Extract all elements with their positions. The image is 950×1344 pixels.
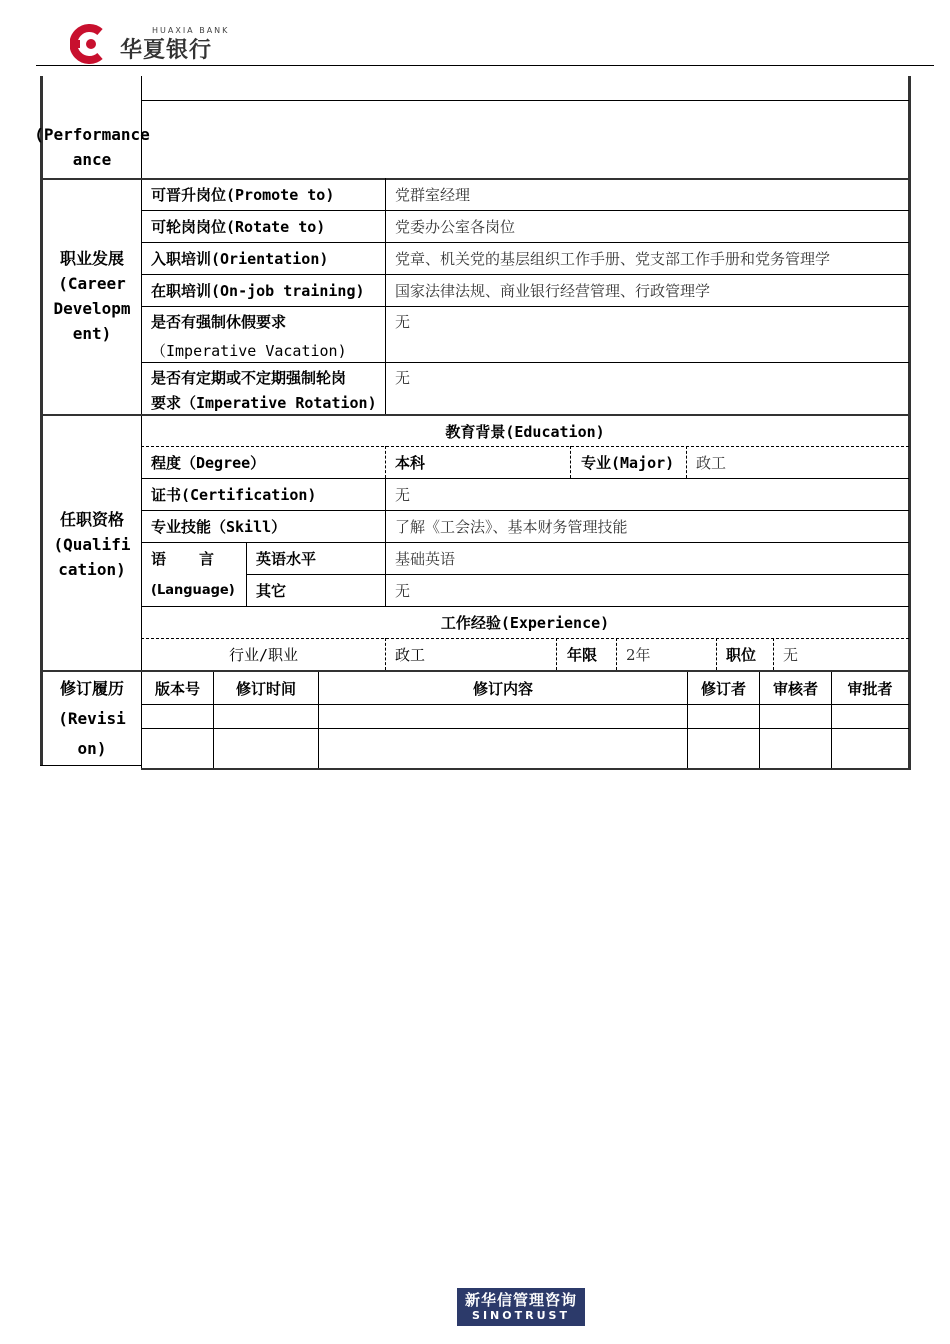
years-label: 年限 (567, 645, 598, 664)
page-header (0, 0, 950, 70)
orientation-label: 入职培训(Orientation) (151, 249, 329, 268)
skill-value: 了解《工会法》、基本财务管理技能 (395, 517, 628, 536)
on-job-training-value: 国家法律法规、商业银行经营管理、行政管理学 (395, 281, 711, 300)
qualification-side-label (43, 416, 141, 672)
revision-row (142, 729, 213, 768)
industry-value: 政工 (395, 645, 426, 664)
career-side-label (43, 178, 141, 414)
rotate-to-value: 党委办公室各岗位 (395, 217, 516, 236)
skill-label: 专业技能（Skill） (151, 517, 287, 536)
qualification-side-label-en-1: (Qualifi (53, 534, 131, 554)
revision-header-reviewer: 审核者 (772, 679, 818, 698)
performance-side-label-en: (Performance (34, 125, 150, 144)
career-side-label-en-3: ent) (72, 324, 112, 343)
promote-to-label: 可晋升岗位(Promote to) (151, 185, 335, 204)
orientation-value: 党章、机关党的基层组织工作手册、党支部工作手册和党务管理学 (395, 249, 831, 268)
imperative-vacation-label-en: （Imperative Vacation) (151, 341, 347, 360)
header-divider (36, 65, 934, 66)
english-level-label: 英语水平 (256, 549, 317, 568)
table-right-border (908, 76, 911, 770)
english-level-value: 基础英语 (395, 549, 456, 568)
revision-side-label-cn: 修订履历 (59, 679, 124, 698)
years-value: 2年 (626, 645, 651, 664)
footer-logo-cn: 新华信管理咨询 (464, 1291, 577, 1309)
language-label-en: (Language) (151, 582, 235, 598)
revision-side-label (43, 672, 141, 766)
industry-label: 行业/职业 (228, 645, 299, 664)
other-language-value: 无 (395, 581, 411, 600)
position-value: 无 (783, 645, 799, 664)
huaxia-bank-logo-icon (70, 24, 112, 64)
language-label: 语 言 (151, 549, 216, 568)
on-job-training-label: 在职培训(On-job training) (151, 281, 365, 300)
logo-chinese-name: 华夏银行 (120, 38, 213, 63)
certification-value: 无 (395, 485, 411, 504)
imperative-rotation-label-2: 要求（Imperative Rotation) (151, 393, 377, 412)
footer-logo-en: SINOTRUST (472, 1309, 570, 1322)
rotate-to-label: 可轮岗岗位(Rotate to) (151, 217, 326, 236)
revision-row (142, 705, 213, 728)
experience-title: 工作经验(Experience) (440, 613, 610, 632)
revision-header-version: 版本号 (154, 679, 200, 698)
other-language-label: 其它 (256, 581, 287, 600)
degree-label: 程度（Degree） (151, 453, 266, 472)
sinotrust-footer-logo (457, 1288, 585, 1326)
career-side-label-en-2: Developm (53, 299, 131, 318)
certification-label: 证书(Certification) (151, 485, 317, 504)
revision-header-reviser: 修订者 (700, 679, 746, 698)
major-value: 政工 (696, 453, 727, 472)
major-label: 专业(Major) (581, 453, 675, 472)
logo-english-name: HUAXIA BANK (152, 26, 230, 35)
promote-to-value: 党群室经理 (395, 185, 471, 204)
position-label: 职位 (726, 645, 757, 664)
performance-side-label-en-2: ance (72, 150, 112, 169)
imperative-vacation-value: 无 (395, 312, 411, 331)
degree-value: 本科 (395, 453, 426, 472)
imperative-rotation-value: 无 (395, 368, 411, 387)
education-title: 教育背景(Education) (445, 422, 605, 441)
revision-header-time: 修订时间 (235, 679, 296, 698)
performance-side-label (34, 116, 150, 178)
qualification-side-label-cn: 任职资格 (59, 509, 124, 529)
career-side-label-cn: 职业发展 (59, 249, 124, 268)
job-description-table (34, 76, 912, 770)
revision-header-approver: 审批者 (847, 679, 893, 698)
career-side-label-en-1: (Career (58, 274, 126, 293)
revision-side-label-en-2: on) (77, 739, 107, 758)
qualification-side-label-en-2: cation) (58, 559, 126, 579)
revision-header-content: 修订内容 (472, 679, 533, 698)
imperative-vacation-label: 是否有强制休假要求 (151, 312, 287, 331)
imperative-rotation-label: 是否有定期或不定期强制轮岗 (151, 368, 347, 387)
revision-side-label-en-1: (Revisi (58, 709, 126, 728)
